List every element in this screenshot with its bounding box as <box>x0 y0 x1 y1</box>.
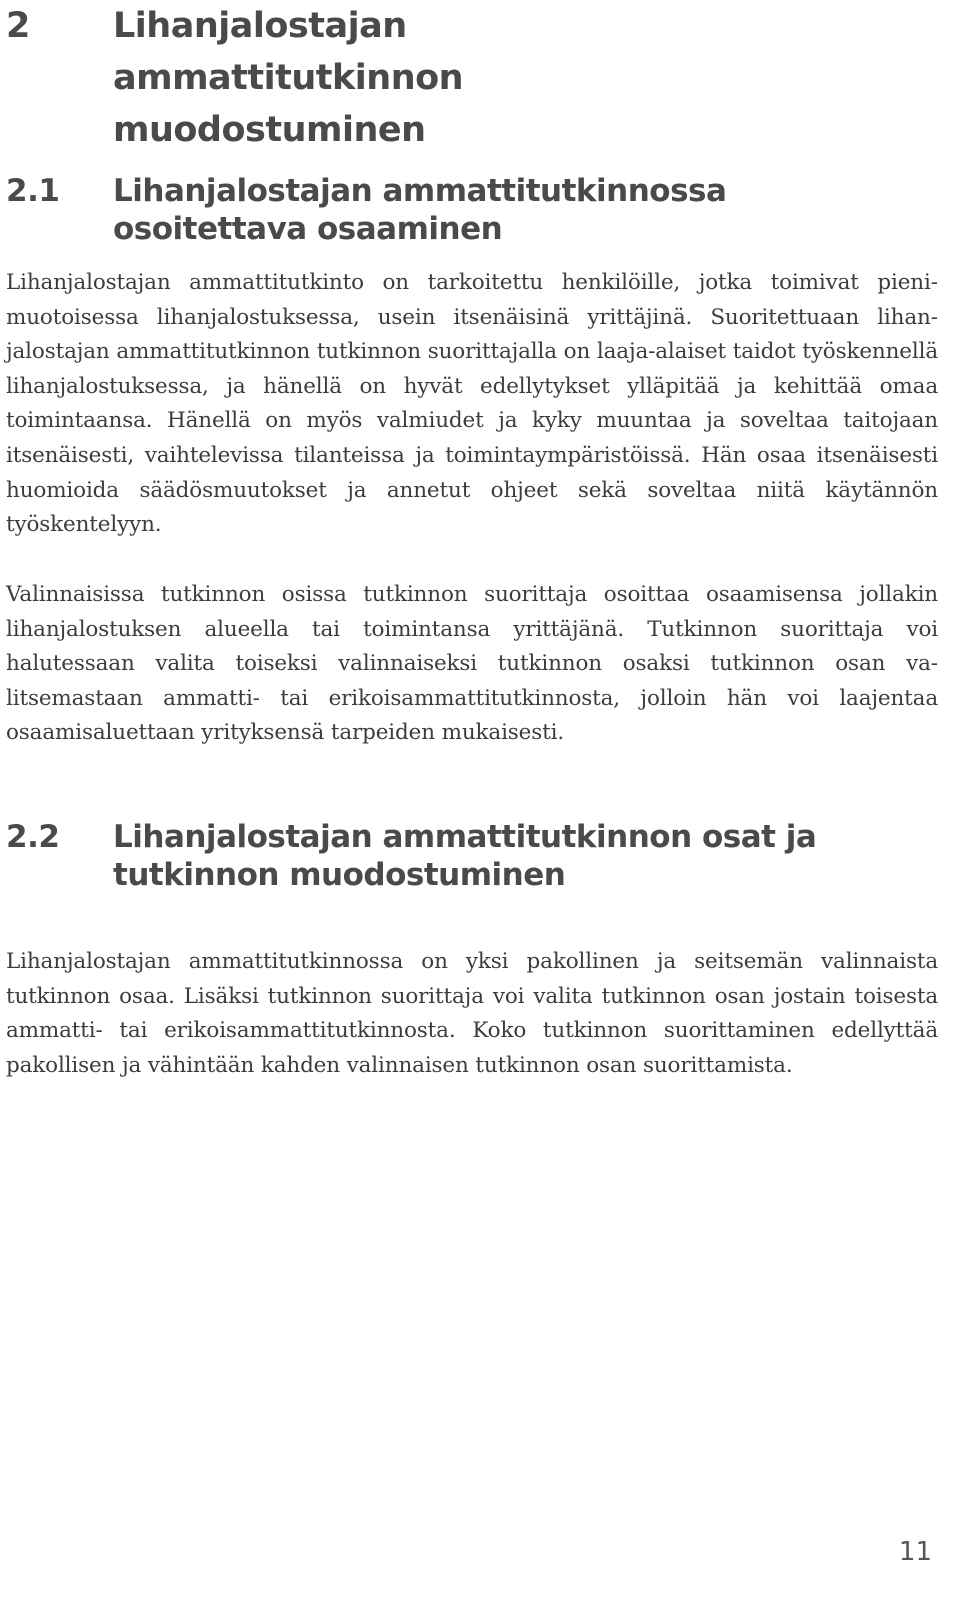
page-number: 11 <box>898 1537 932 1567</box>
chapter-heading <box>6 0 946 156</box>
section-number-2-1: 2.1 <box>6 173 60 209</box>
section-heading-2-2 <box>6 818 946 894</box>
chapter-title: Lihanjalostajan ammattitutkinnon muodostuminen <box>113 6 464 150</box>
section-title-2-2: Lihanjalostajan ammattitutkinnon osat ja tutkinnon muodostuminen <box>113 819 817 893</box>
section-title-2-1: Lihanjalostajan ammattitutkinnossa osoitettava osaaminen <box>113 173 727 247</box>
section-2-2-paragraph-1: Lihanjalostajan ammattitutkinnossa on yksi pakollinen ja seitsemän valinnaista tutkinnon osaa. Lisäksi tutkinnon suorittaja voi valita tutkinnon osan jostain toisesta ammatti- tai erikoisammattitutkinnosta. Koko tutkinnon suorittaminen edellyttää pakollisen ja vähintään kahden valinnaisen tutkinnon osan suorittamista. <box>6 949 938 1078</box>
chapter-number: 2 <box>6 6 30 46</box>
section-2-1-paragraph-1: Lihanjalostajan ammattitutkinto on tarkoitettu henkilöille, jotka toimivat pienimuotoisessa lihanjalostuksessa, usein itsenäisinä yrittäjinä. Suoritettuaan lihanjalostajan ammattitutkinnon tutkinnon suorittajalla on laaja-alaiset taidot työskennellä lihanjalostuksessa, ja hänellä on hyvät edellytykset ylläpitää ja kehittää omaa toimintaansa. Hänellä on myös valmiudet ja kyky muuntaa ja soveltaa taitojaan itsenäisesti, vaihtelevissa tilanteissa ja toimintaympäristöissä. Hän osaa itsenäisesti huomioida säädösmuutokset ja annetut ohjeet sekä soveltaa niitä käytännön työskentelyyn. <box>6 270 938 538</box>
section-heading-2-1 <box>6 172 946 248</box>
section-number-2-2: 2.2 <box>6 819 60 855</box>
section-2-1-paragraph-2: Valinnaisissa tutkinnon osissa tutkinnon suorittaja osoittaa osaamisensa jollakin lihanjalostuksen alueella tai toimintansa yrittäjänä. Tutkinnon suorittaja voi halutessaan valita toiseksi valinnaiseksi tutkinnon osaksi tutkinnon osan valitsemastaan ammatti- tai erikoisammattitutkinnosta, jolloin hän voi laajentaa osaamisaluettaan yrityksensä tarpeiden mukaisesti. <box>6 582 938 746</box>
